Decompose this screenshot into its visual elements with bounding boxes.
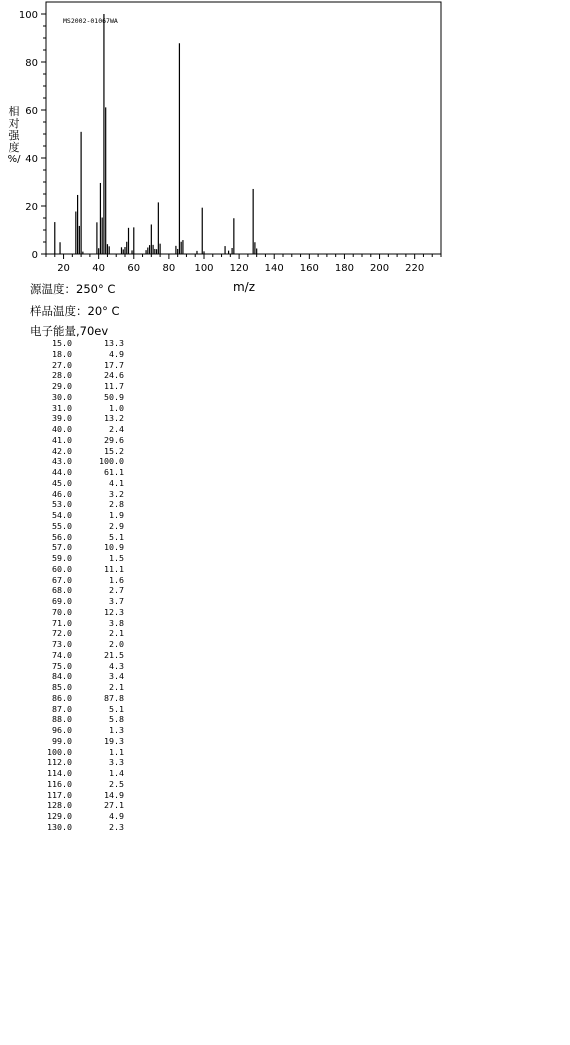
table-row (46, 822, 136, 833)
y-axis-title-char: 对 (8, 117, 20, 130)
table-cell-intensity: 4.9 (109, 811, 124, 821)
table-cell-mz: 42.0 (52, 445, 72, 456)
table-row (46, 499, 136, 510)
table-cell-mz: 129.0 (47, 811, 72, 821)
table-cell-intensity: 1.0 (109, 402, 124, 413)
table-cell-mz: 100.0 (47, 746, 72, 757)
table-row (46, 381, 136, 392)
x-axis-title: m/z (232, 280, 256, 294)
table-cell-mz: 116.0 (47, 778, 72, 789)
table-cell-intensity: 4.3 (109, 660, 124, 671)
table-cell-intensity: 50.9 (104, 391, 124, 402)
table-cell-mz: 69.0 (52, 596, 72, 606)
table-cell-intensity: 1.6 (109, 574, 124, 585)
table-cell-mz: 56.0 (52, 531, 72, 542)
table-row (46, 532, 136, 543)
table-cell-intensity: 17.7 (104, 359, 124, 370)
table-row (46, 489, 136, 500)
y-tick-label: 80 (25, 58, 38, 69)
x-tick-label: 100 (194, 263, 214, 274)
y-tick-label: 40 (25, 154, 38, 165)
table-cell-intensity: 12.3 (104, 606, 124, 617)
y-axis (19, 10, 46, 261)
y-axis-title-char: 强 (8, 129, 20, 142)
table-cell-mz: 74.0 (52, 649, 72, 660)
peak-bars (55, 14, 257, 254)
table-cell-mz: 40.0 (52, 424, 72, 434)
table-cell-intensity: 24.6 (104, 370, 124, 381)
table-row (46, 413, 136, 424)
table-cell-intensity: 3.2 (109, 488, 124, 499)
x-tick-label: 220 (405, 263, 425, 274)
table-cell-mz: 43.0 (52, 456, 72, 467)
table-cell-mz: 85.0 (52, 682, 72, 692)
table-cell-intensity: 3.8 (109, 617, 124, 628)
table-cell-mz: 128.0 (47, 800, 72, 811)
table-cell-mz: 117.0 (47, 789, 72, 800)
y-tick-label: 100 (18, 10, 38, 21)
table-cell-mz: 99.0 (52, 735, 72, 746)
table-row (46, 564, 136, 575)
table-row (46, 671, 136, 682)
table-cell-mz: 87.0 (52, 703, 72, 714)
table-cell-intensity: 11.1 (104, 563, 124, 574)
y-axis-title (7, 106, 21, 166)
table-cell-mz: 27.0 (52, 359, 72, 370)
table-cell-mz: 70.0 (52, 606, 72, 617)
table-cell-mz: 84.0 (52, 671, 72, 682)
table-cell-intensity: 2.3 (109, 821, 124, 832)
table-cell-mz: 73.0 (52, 639, 72, 649)
table-row (46, 714, 136, 725)
table-row (46, 360, 136, 371)
table-row (46, 704, 136, 715)
table-cell-intensity: 2.8 (109, 499, 124, 510)
table-row (46, 510, 136, 521)
x-tick-label: 20 (57, 263, 70, 274)
table-row (46, 639, 136, 650)
table-cell-intensity: 2.0 (109, 639, 124, 649)
table-cell-intensity: 13.2 (104, 413, 124, 424)
table-cell-mz: 71.0 (52, 617, 72, 628)
table-cell-mz: 75.0 (52, 660, 72, 671)
table-cell-intensity: 1.9 (109, 510, 124, 520)
table-row (46, 790, 136, 801)
table-cell-mz: 57.0 (52, 542, 72, 553)
table-cell-mz: 29.0 (52, 381, 72, 391)
table-row (46, 435, 136, 446)
table-row (46, 403, 136, 414)
x-tick-label: 160 (299, 263, 319, 274)
table-row (46, 768, 136, 779)
table-row (46, 661, 136, 672)
table-cell-intensity: 3.3 (109, 757, 124, 768)
table-cell-intensity: 5.1 (109, 703, 124, 714)
mass-spectrum-chart (0, 0, 570, 300)
table-cell-intensity: 14.9 (104, 789, 124, 800)
table-cell-intensity: 1.4 (109, 768, 124, 778)
table-cell-mz: 30.0 (52, 391, 72, 402)
table-cell-intensity: 4.9 (109, 348, 124, 359)
table-cell-intensity: 3.7 (109, 596, 124, 606)
table-row (46, 467, 136, 478)
table-row (46, 349, 136, 360)
table-cell-intensity: 10.9 (104, 542, 124, 553)
table-row (46, 607, 136, 618)
x-tick-label: 120 (229, 263, 249, 274)
table-row (46, 736, 136, 747)
table-cell-intensity: 27.1 (104, 800, 124, 811)
table-row (46, 478, 136, 489)
table-cell-intensity: 100.0 (99, 456, 124, 467)
table-cell-mz: 86.0 (52, 692, 72, 703)
table-row (46, 392, 136, 403)
table-cell-intensity: 2.5 (109, 778, 124, 789)
table-cell-mz: 45.0 (52, 477, 72, 488)
table-cell-intensity: 1.1 (109, 746, 124, 757)
table-cell-mz: 41.0 (52, 434, 72, 445)
table-cell-intensity: 2.4 (109, 424, 124, 434)
table-cell-intensity: 2.1 (109, 682, 124, 692)
table-cell-mz: 88.0 (52, 714, 72, 725)
y-axis-unit: %/ (7, 154, 21, 165)
table-cell-mz: 15.0 (52, 338, 72, 348)
table-cell-intensity: 19.3 (104, 735, 124, 746)
table-row (46, 682, 136, 693)
table-row (46, 618, 136, 629)
table-cell-mz: 46.0 (52, 488, 72, 499)
table-cell-intensity: 5.8 (109, 714, 124, 725)
x-tick-label: 80 (162, 263, 176, 274)
table-cell-intensity: 11.7 (104, 381, 124, 391)
electron-energy: 电子能量,70ev (30, 324, 109, 338)
table-cell-intensity: 15.2 (104, 445, 124, 456)
table-cell-intensity: 2.7 (109, 585, 124, 596)
table-cell-mz: 53.0 (52, 499, 72, 510)
table-row (46, 725, 136, 736)
table-cell-intensity: 2.1 (109, 628, 124, 639)
table-row (46, 811, 136, 822)
table-row (46, 575, 136, 586)
x-tick-label: 200 (370, 263, 390, 274)
table-cell-mz: 39.0 (52, 413, 72, 424)
table-cell-intensity: 1.3 (109, 725, 124, 735)
table-row (46, 446, 136, 457)
table-cell-intensity: 1.5 (109, 553, 124, 563)
table-row (46, 338, 136, 349)
table-cell-intensity: 61.1 (104, 467, 124, 477)
table-cell-mz: 60.0 (52, 563, 72, 574)
x-axis (46, 254, 441, 274)
x-tick-label: 40 (92, 263, 106, 274)
table-row (46, 370, 136, 381)
x-tick-label: 60 (127, 263, 141, 274)
table-cell-intensity: 29.6 (104, 434, 124, 445)
peak-table (46, 338, 136, 833)
table-row (46, 693, 136, 704)
source-temperature: 源温度：250° C (30, 282, 116, 296)
table-cell-mz: 28.0 (52, 370, 72, 381)
table-cell-mz: 67.0 (52, 574, 72, 585)
table-row (46, 800, 136, 811)
table-cell-intensity: 87.8 (104, 692, 124, 703)
y-axis-title-char: 度 (8, 141, 20, 154)
spectrum-id-label: MS2002-01067WA (63, 17, 118, 25)
table-cell-mz: 96.0 (52, 725, 72, 735)
table-cell-mz: 130.0 (47, 821, 72, 832)
table-row (46, 456, 136, 467)
table-cell-mz: 44.0 (52, 467, 72, 477)
table-row (46, 747, 136, 758)
x-tick-label: 180 (334, 263, 354, 274)
table-cell-mz: 55.0 (52, 520, 72, 531)
table-row (46, 553, 136, 564)
table-cell-mz: 112.0 (47, 757, 72, 768)
table-row (46, 521, 136, 532)
y-tick-label: 60 (25, 106, 38, 117)
table-cell-mz: 18.0 (52, 348, 72, 359)
table-row (46, 779, 136, 790)
table-row (46, 542, 136, 553)
table-cell-intensity: 4.1 (109, 477, 124, 488)
table-cell-mz: 31.0 (52, 402, 72, 413)
table-row (46, 424, 136, 435)
table-cell-intensity: 13.3 (104, 338, 124, 348)
table-row (46, 757, 136, 768)
table-cell-mz: 114.0 (47, 768, 72, 778)
y-tick-label: 0 (31, 250, 38, 261)
x-tick-label: 140 (264, 263, 284, 274)
table-cell-mz: 68.0 (52, 585, 72, 596)
table-cell-mz: 54.0 (52, 510, 72, 520)
y-axis-title-char: 相 (8, 105, 20, 118)
sample-temperature: 样品温度：20° C (30, 304, 120, 318)
table-row (46, 628, 136, 639)
y-tick-label: 20 (25, 202, 38, 213)
table-row (46, 596, 136, 607)
table-cell-intensity: 21.5 (104, 649, 124, 660)
table-row (46, 585, 136, 596)
table-cell-mz: 59.0 (52, 553, 72, 563)
table-cell-intensity: 3.4 (109, 671, 124, 682)
table-cell-mz: 72.0 (52, 628, 72, 639)
table-cell-intensity: 2.9 (109, 520, 124, 531)
table-cell-intensity: 5.1 (109, 531, 124, 542)
table-row (46, 650, 136, 661)
